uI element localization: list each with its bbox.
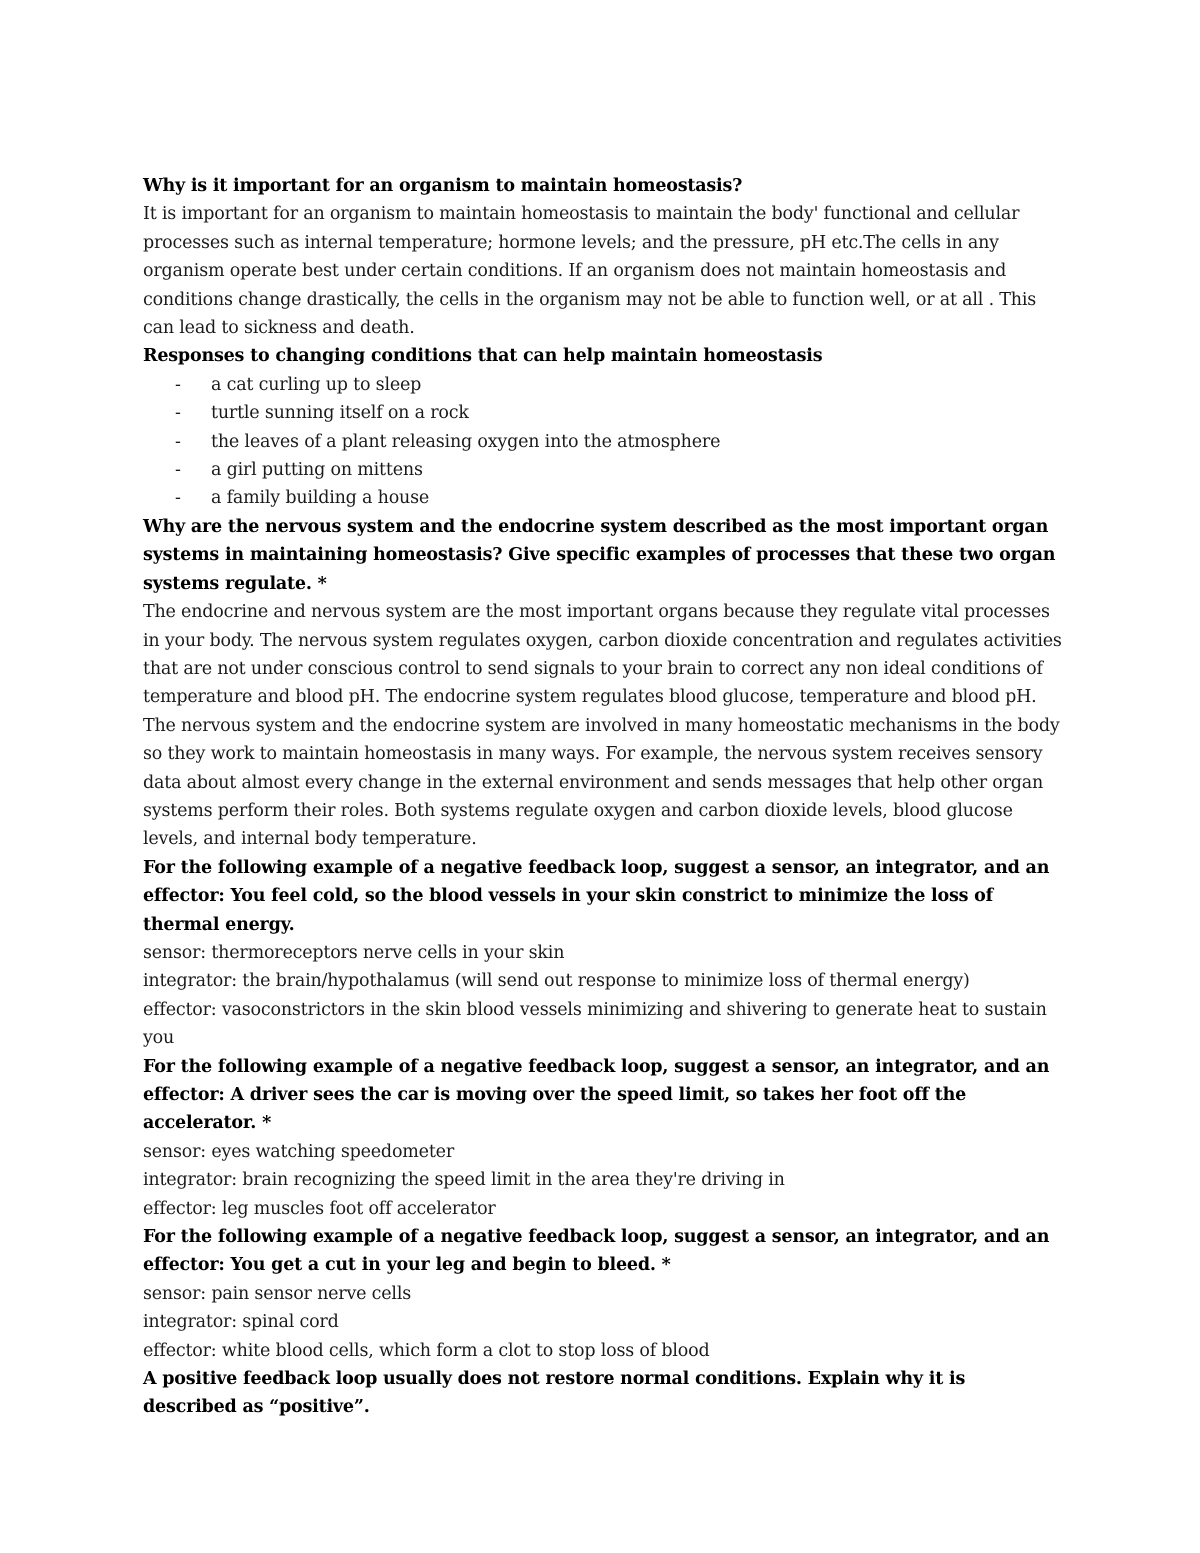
bullet-dash: - bbox=[175, 431, 181, 452]
bullet-dash: - bbox=[175, 488, 181, 509]
answer-homeostasis-importance: It is important for an organism to maintain homeostasis to maintain the body' functional and cellular processes such as internal temperature; hormone levels; and the pressure, pH etc.The cells in any organism operate best under certain conditions. If an organism does not maintain homeostasis and conditions change drastically, the cells in the organism may not be able to function well, or at all . This can lead to sickness and death. bbox=[143, 204, 1037, 339]
answer-cut-effector: effector: white blood cells, which form a clot to stop loss of blood bbox=[143, 1340, 710, 1361]
answer-driver-sensor: sensor: eyes watching speedometer bbox=[143, 1141, 454, 1162]
list-item: - the leaves of a plant releasing oxygen into the atmosphere bbox=[143, 428, 1063, 456]
answer-nervous-endocrine: The endocrine and nervous system are the most important organs because they regulate vital processes in your body. The nervous system regulates oxygen, carbon dioxide concentration and regulates activities that are not under conscious control to send signals to your brain to correct any non ideal conditions of temperature and blood pH. The endocrine system regulates blood glucose, temperature and blood pH. The nervous system and the endocrine system are involved in many homeostatic mechanisms in the body so they work to maintain homeostasis in many ways. For example, the nervous system receives sensory data about almost every change in the external environment and sends messages that help other organ systems perform their roles. Both systems regulate oxygen and carbon dioxide levels, blood glucose levels, and internal body temperature. bbox=[143, 602, 1062, 850]
answer-driver-effector: effector: leg muscles foot off accelerator bbox=[143, 1198, 496, 1219]
responses-list bbox=[143, 371, 1063, 513]
question-responses-list: Responses to changing conditions that can help maintain homeostasis bbox=[143, 346, 823, 367]
list-item: - a girl putting on mittens bbox=[143, 456, 1063, 484]
answer-cold-sensor: sensor: thermoreceptors nerve cells in your skin bbox=[143, 942, 565, 963]
answer-driver-integrator: integrator: brain recognizing the speed limit in the area they're driving in bbox=[143, 1170, 785, 1191]
list-item: - turtle sunning itself on a rock bbox=[143, 399, 1063, 427]
document-page bbox=[143, 172, 1063, 1422]
list-item: - a cat curling up to sleep bbox=[143, 371, 1063, 399]
bullet-dash: - bbox=[175, 374, 181, 395]
question-nervous-endocrine: Why are the nervous system and the endocrine system described as the most important organ systems in maintaining homeostasis? Give specific examples of processes that these two organ systems regulate. * bbox=[143, 516, 1056, 594]
list-item: - a family building a house bbox=[143, 484, 1063, 512]
question-feedback-driver: For the following example of a negative feedback loop, suggest a sensor, an integrator, and an effector: A driver sees the car is moving over the speed limit, so takes her foot off the accelerator. * bbox=[143, 1056, 1050, 1134]
answer-cut-integrator: integrator: spinal cord bbox=[143, 1312, 339, 1333]
answer-cut-sensor: sensor: pain sensor nerve cells bbox=[143, 1283, 411, 1304]
question-positive-feedback: A positive feedback loop usually does not restore normal conditions. Explain why it is described as “positive”. bbox=[143, 1369, 966, 1418]
answer-cold-effector: effector: vasoconstrictors in the skin blood vessels minimizing and shivering to generate heat to sustain you bbox=[143, 999, 1047, 1049]
bullet-dash: - bbox=[175, 460, 181, 481]
answer-cold-integrator: integrator: the brain/hypothalamus (will send out response to minimize loss of thermal energy) bbox=[143, 971, 970, 992]
question-feedback-cold: For the following example of a negative feedback loop, suggest a sensor, an integrator, and an effector: You feel cold, so the blood vessels in your skin constrict to minimize the loss of thermal energy. bbox=[143, 857, 1050, 935]
question-feedback-cut: For the following example of a negative feedback loop, suggest a sensor, an integrator, and an effector: You get a cut in your leg and begin to bleed. * bbox=[143, 1227, 1050, 1276]
question-homeostasis-importance: Why is it important for an organism to maintain homeostasis? bbox=[143, 176, 743, 196]
bullet-dash: - bbox=[175, 403, 181, 424]
